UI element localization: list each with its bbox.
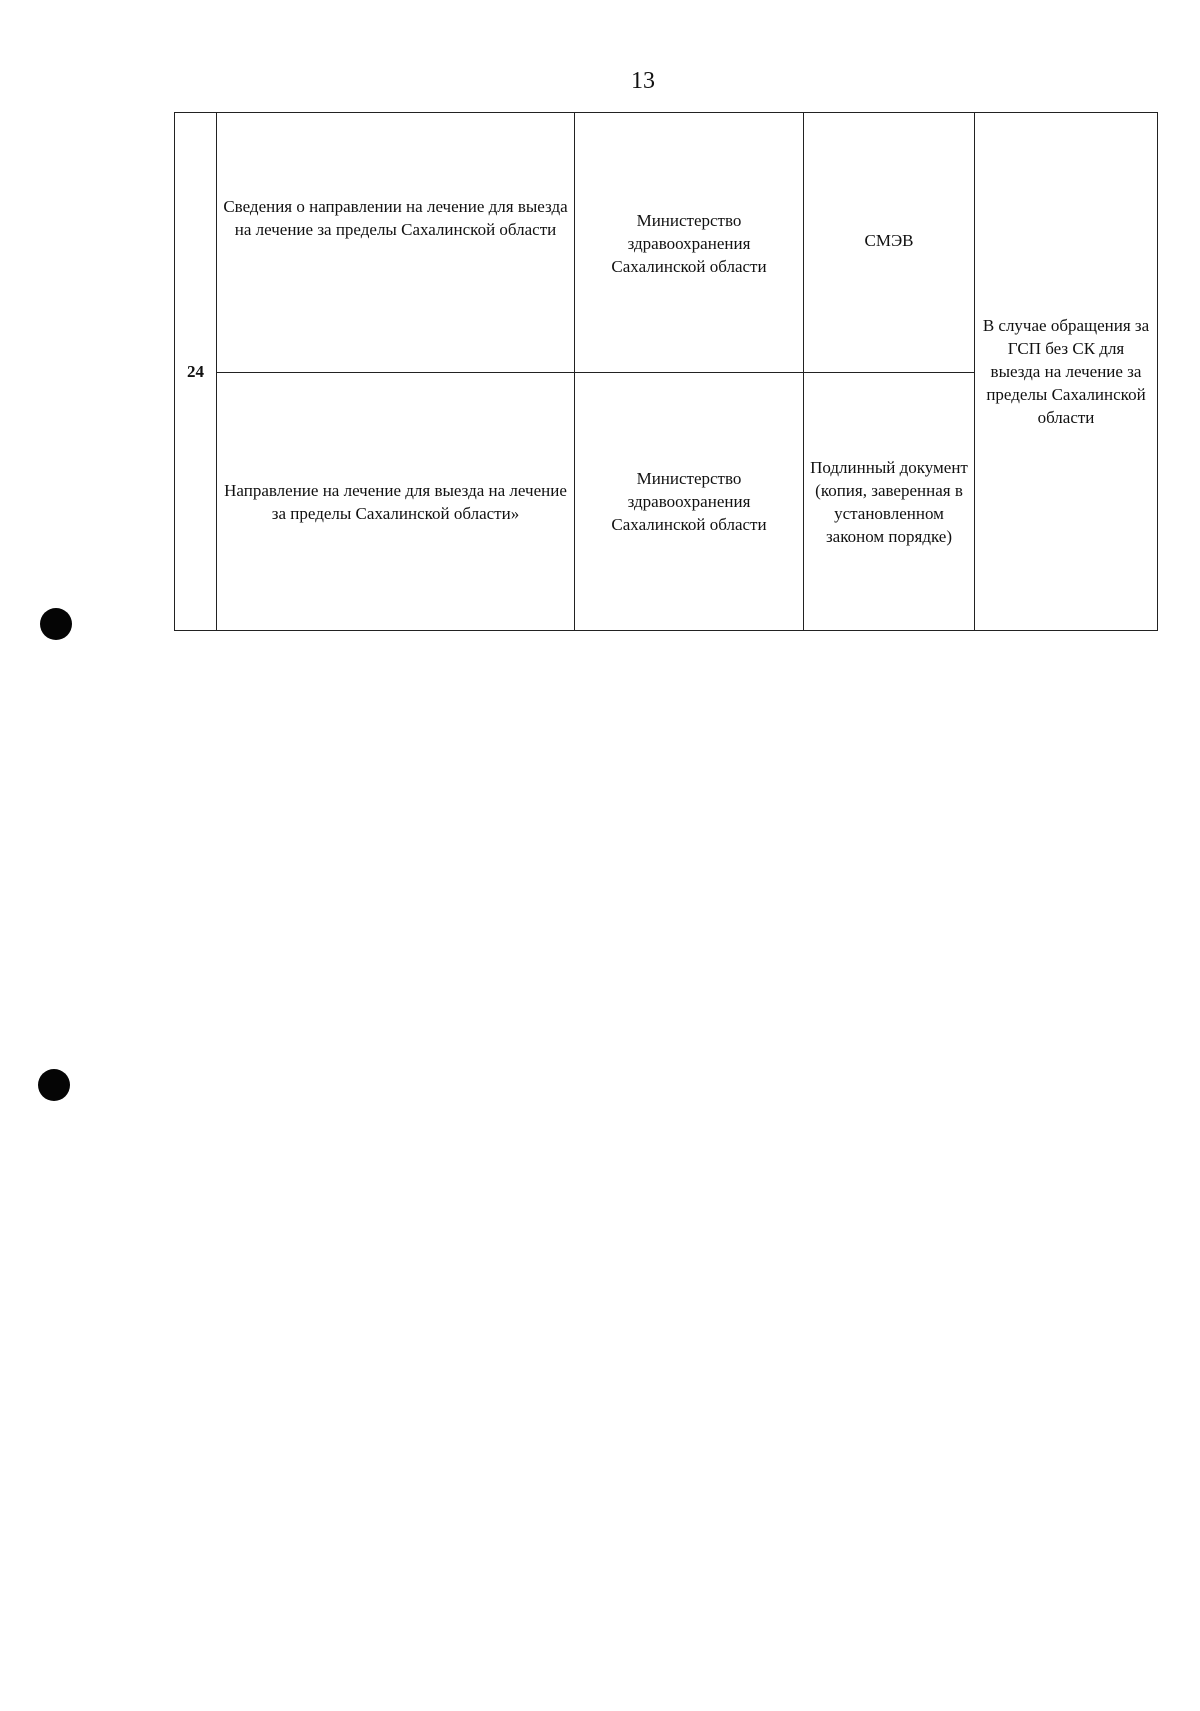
note-cell: В случае обращения за ГСП без СК для выезда на лечение за пределы Сахалинской области (975, 113, 1158, 631)
punch-hole (38, 1069, 70, 1101)
description-cell: Сведения о направлении на лечение для выезда на лечение за пределы Сахалинской области (217, 113, 575, 373)
doc-type-cell: СМЭВ (804, 113, 975, 373)
source-cell: Министерство здравоохранения Сахалинской области (575, 373, 804, 631)
description-cell: Направление на лечение для выезда на лечение за пределы Сахалинской области» (217, 373, 575, 631)
page-number: 13 (631, 68, 655, 94)
source-cell: Министерство здравоохранения Сахалинской области (575, 113, 804, 373)
table-row (175, 113, 1158, 373)
document-table (174, 112, 1158, 631)
row-number-cell: 24 (175, 113, 217, 631)
doc-type-cell: Подлинный документ (копия, заверенная в установленном законом порядке) (804, 373, 975, 631)
punch-hole (40, 608, 72, 640)
